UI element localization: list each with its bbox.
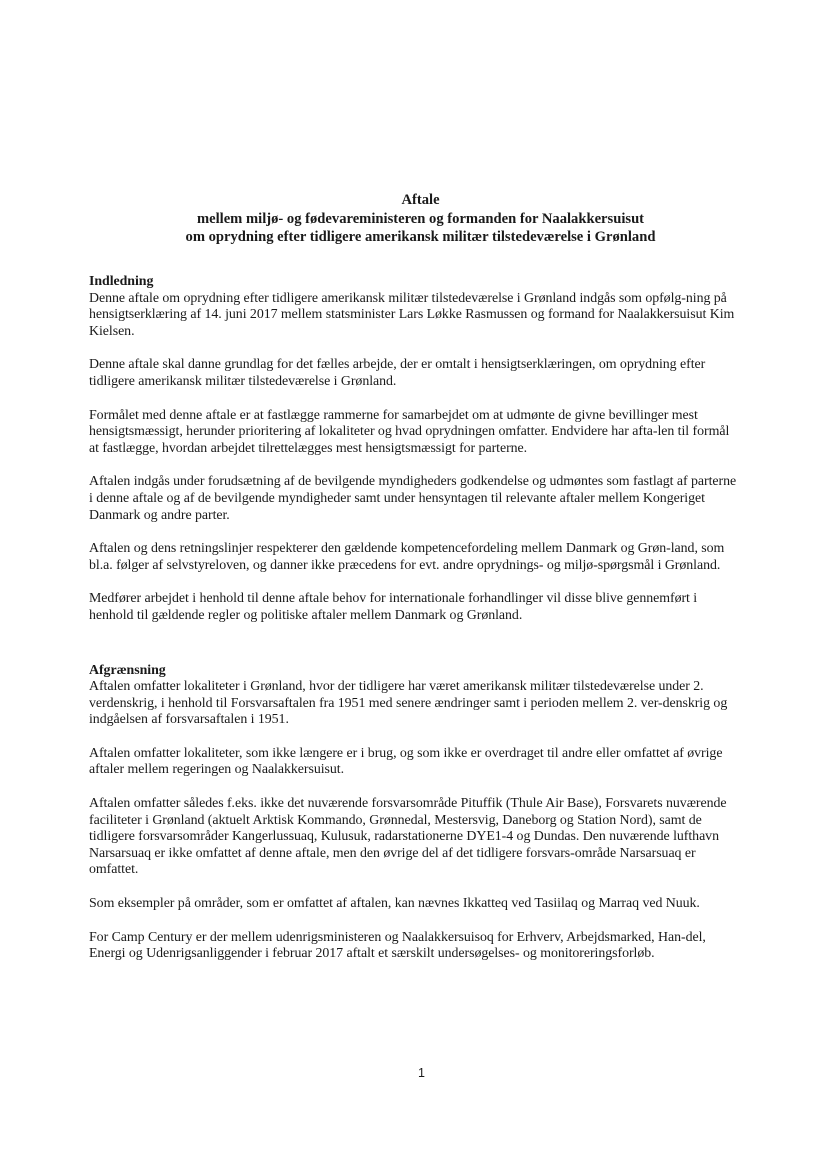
paragraph: Aftalen omfatter lokaliteter, som ikke længere er i brug, og som ikke er overdraget til andre eller omfattet af øvrige aftaler mellem regeringen og Naalakkersuisut. (89, 745, 723, 778)
paragraph: Aftalen omfatter således f.eks. ikke det nuværende forsvarsområde Pituffik (Thule Air Base), Forsvarets nuværende faciliteter i Grønland (aktuelt Arktisk Kommando, Grønnedal, Mestersvig, Daneborg og Station Nord), samt de tidligere forsvarsområder Kangerlussuaq, Kulusuk, radarstationerne DYE1-4 og Dundas. Den nuværende lufthavn Narsarsuaq er ikke omfattet af denne aftale, men den øvrige del af det tidligere forsvars-område Narsarsuaq er omfattet. (89, 796, 727, 878)
section-afgraensning (89, 663, 739, 963)
section-heading: Indledning (89, 274, 154, 289)
document-body (89, 274, 739, 980)
paragraph: Denne aftale om oprydning efter tidligere amerikansk militær tilstedeværelse i Grønland indgås som opfølg-ning på hensigtserklæring af 14. juni 2017 mellem statsminister Lars Løkke Rasmussen og formand for Naalakkersuisut Kim Kielsen. (89, 290, 735, 339)
paragraph: Denne aftale skal danne grundlag for det fælles arbejde, der er omtalt i hensigtserklæringen, om oprydning efter tidligere amerikansk militær tilstedeværelse i Grønland. (89, 357, 706, 389)
paragraph: Formålet med denne aftale er at fastlægge rammerne for samarbejdet om at udmønte de givne bevillinger mest hensigtsmæssigt, herunder prioritering af lokaliteter og hvad oprydningen omfatter. Endvidere har afta-len til formål at fastlægge, hvordan arbejdet tilrettelægges mest hensigtsmæssigt for parterne. (89, 407, 730, 456)
document-title: Aftale (401, 192, 440, 208)
page-number: 1 (418, 1066, 425, 1080)
document-title-block (0, 191, 827, 247)
paragraph: Aftalen omfatter lokaliteter i Grønland, hvor der tidligere har været amerikansk militær tilstedeværelse under 2. verdenskrig, i henhold til Forsvarsaftalen fra 1951 med senere ændringer samt i perioden mellem 2. ver-denskrig og indgåelsen af forsvarsaftalen i 1951. (89, 679, 728, 728)
section-heading: Afgrænsning (89, 662, 166, 678)
paragraph: Medfører arbejdet i henhold til denne aftale behov for internationale forhandlinger vil disse blive gennemført i henhold til gældende regler og politiske aftaler mellem Danmark og Grønland. (89, 591, 698, 623)
section-spacer (89, 642, 739, 663)
section-indledning (89, 274, 739, 625)
paragraph: Aftalen og dens retningslinjer respekterer den gældende kompetencefordeling mellem Danmark og Grøn-land, som bl.a. følger af selvstyreloven, og danner ikke præcedens for evt. andre oprydnings- og miljø-spørgsmål i Grønland. (89, 541, 725, 573)
paragraph: Som eksempler på områder, som er omfattet af aftalen, kan nævnes Ikkatteq ved Tasiilaq og Marraq ved Nuuk. (89, 896, 700, 912)
paragraph: For Camp Century er der mellem udenrigsministeren og Naalakkersuisoq for Erhverv, Arbejdsmarked, Han-del, Energi og Udenrigsanliggender i februar 2017 aftalt et særskilt undersøgelses- og monitoreringsforløb. (89, 929, 706, 962)
document-subtitle-2: om oprydning efter tidligere amerikansk militær tilstedeværelse i Grønland (185, 229, 656, 245)
paragraph: Aftalen indgås under forudsætning af de bevilgende myndigheders godkendelse og udmøntes som fastlagt af parterne i denne aftale og af de bevilgende myndigheder samt under hensyntagen til relevante aftaler mellem Kongeriget Danmark og andre parter. (89, 474, 737, 523)
document-subtitle-1: mellem miljø- og fødevareministeren og formanden for Naalakkersuisut (196, 210, 645, 227)
